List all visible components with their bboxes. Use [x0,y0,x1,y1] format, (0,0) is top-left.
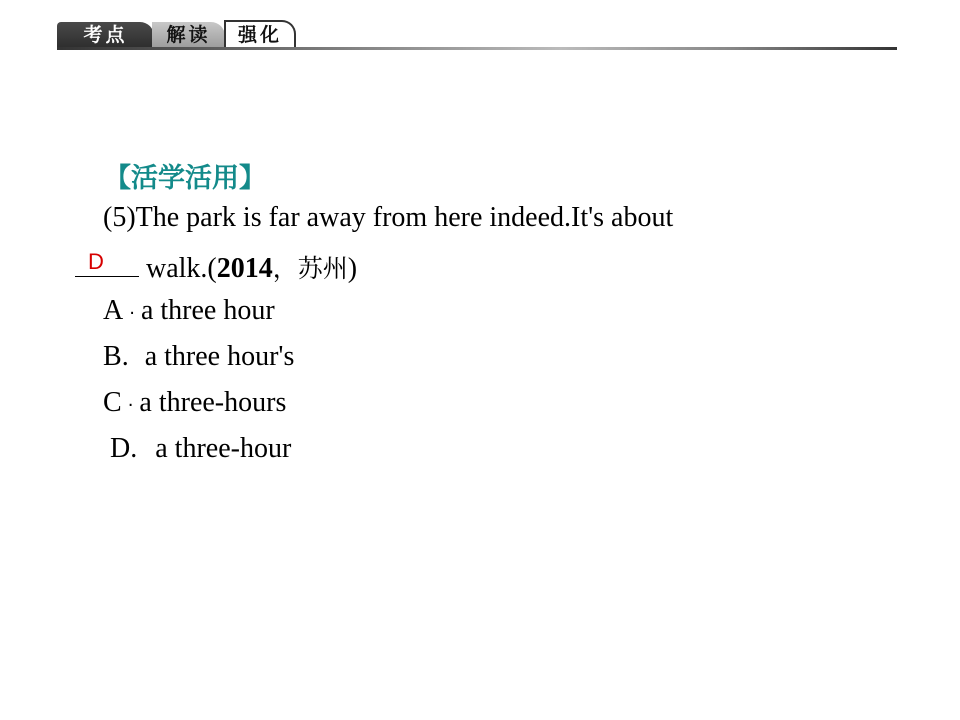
option-letter: D [110,433,131,464]
question-year: 2014 [216,253,273,284]
option-separator: · [129,303,135,324]
question-place: ，苏州 [272,254,348,283]
tab-kaodian[interactable]: 考点 [57,22,154,49]
option-separator: · [127,395,134,416]
option-text: a three hour's [144,341,295,372]
option-letter: C [103,387,122,418]
option-separator: . [130,433,138,464]
option-b [103,341,294,373]
option-text: a three-hours [139,387,287,418]
question-after-blank: walk.( [139,253,217,284]
option-d [110,433,291,465]
answer-blank [75,250,139,277]
question-line-2 [75,249,357,285]
question-close-paren: ) [347,253,358,284]
section-tabs [57,20,897,49]
option-separator: . [121,341,129,372]
option-letter: B [103,341,122,372]
tab-underline [57,47,897,50]
option-c [103,387,286,419]
answer-mark: D [88,249,104,274]
tab-jiedu[interactable]: 解读 [152,22,225,49]
option-a [103,295,275,327]
option-text: a three hour [140,295,275,326]
option-letter: A [103,295,124,326]
section-heading: 【活学活用】 [104,163,266,194]
option-text: a three-hour [155,433,292,464]
question-line-1: (5)The park is far away from here indeed.It's about [103,202,674,233]
tab-qianghua[interactable]: 强化 [224,20,296,49]
